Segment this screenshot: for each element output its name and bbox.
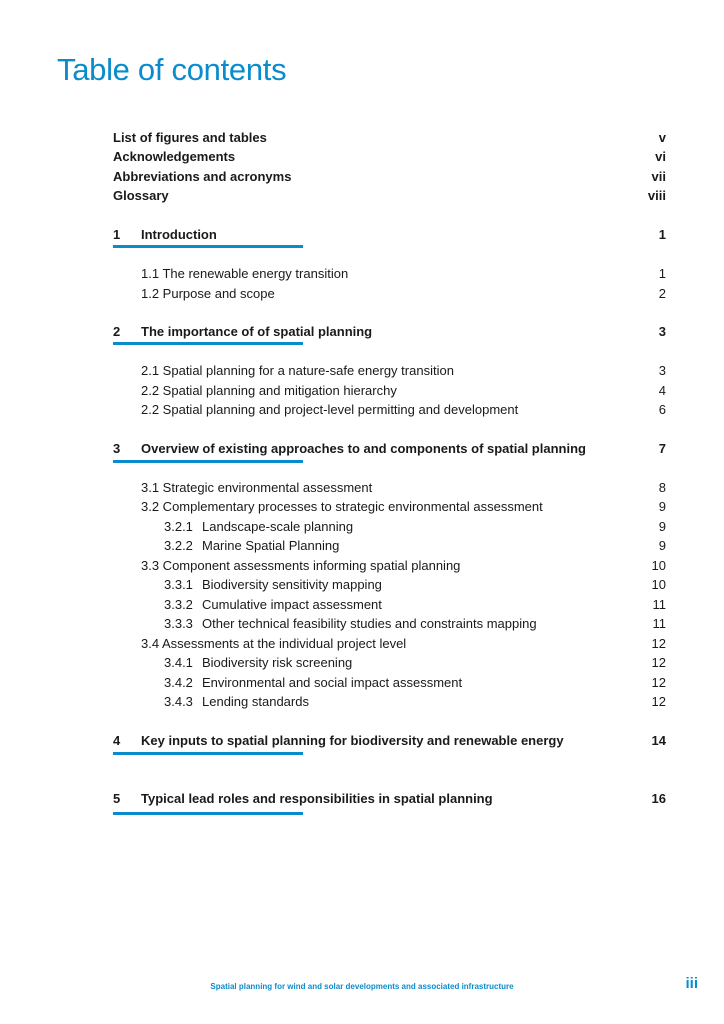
toc-page-number: 14 <box>651 733 666 748</box>
toc-chapter-5[interactable] <box>113 789 666 809</box>
toc-page-number: 9 <box>658 538 666 553</box>
toc-subsection[interactable] <box>164 673 666 693</box>
toc-page-number: vi <box>655 149 666 164</box>
page-title: Table of contents <box>57 52 287 87</box>
chapter-number: 1 <box>113 227 121 242</box>
subsection-title: Biodiversity risk screening <box>202 655 353 670</box>
toc-entry-label: Abbreviations and acronyms <box>113 169 292 184</box>
chapter-underline <box>113 812 303 815</box>
chapter-underline <box>113 245 303 248</box>
toc-page-number: viii <box>647 188 666 203</box>
toc-section[interactable] <box>141 400 666 420</box>
toc-section[interactable] <box>141 381 666 401</box>
toc-section[interactable] <box>141 497 666 517</box>
subsection-title: Landscape-scale planning <box>202 519 354 534</box>
toc-entry-acknowledgements[interactable] <box>113 147 666 167</box>
chapter-title: Introduction <box>141 227 217 242</box>
toc-page-number: 1 <box>658 227 666 242</box>
chapter-underline <box>113 342 303 345</box>
toc-page-number: vii <box>651 169 666 184</box>
running-footer: Spatial planning for wind and solar developments and associated infrastructure <box>210 982 514 991</box>
toc-page-number: 6 <box>658 402 666 417</box>
toc-entry-abbreviations[interactable] <box>113 167 666 187</box>
subsection-number: 3.4.3 <box>164 694 193 709</box>
toc-page-number: 10 <box>651 558 666 573</box>
toc-page-number: 7 <box>658 441 666 456</box>
toc-subsection[interactable] <box>164 517 666 537</box>
toc-section[interactable] <box>141 634 666 654</box>
toc-page-number: 2 <box>658 286 666 301</box>
toc-page-number: 3 <box>658 324 666 339</box>
toc-subsection[interactable] <box>164 595 666 615</box>
section-title: 3.3 Component assessments informing spatial planning <box>141 558 461 573</box>
subsection-number: 3.3.2 <box>164 597 193 612</box>
toc-page-number: 8 <box>658 480 666 495</box>
subsection-title: Lending standards <box>202 694 309 709</box>
section-title: 2.1 Spatial planning for a nature-safe energy transition <box>141 363 454 378</box>
toc-section[interactable] <box>141 264 666 284</box>
toc-page-number: 12 <box>651 675 666 690</box>
chapter-title: Typical lead roles and responsibilities in spatial planning <box>141 791 493 806</box>
chapter-number: 4 <box>113 733 121 748</box>
subsection-number: 3.4.1 <box>164 655 193 670</box>
toc-entry-glossary[interactable] <box>113 186 666 206</box>
toc-page-number: 9 <box>658 519 666 534</box>
toc-page-number: 12 <box>651 636 666 651</box>
subsection-number: 3.2.1 <box>164 519 193 534</box>
toc-chapter-1[interactable] <box>113 225 666 245</box>
subsection-number: 3.4.2 <box>164 675 193 690</box>
chapter-number: 5 <box>113 791 121 806</box>
section-title: 3.2 Complementary processes to strategic environmental assessment <box>141 499 543 514</box>
toc-page-number: 11 <box>652 597 666 612</box>
toc-entry-label: List of figures and tables <box>113 130 267 145</box>
subsection-title: Biodiversity sensitivity mapping <box>202 577 382 592</box>
toc-entry-label: Glossary <box>113 188 169 203</box>
chapter-number: 3 <box>113 441 121 456</box>
toc-section[interactable] <box>141 478 666 498</box>
toc-subsection[interactable] <box>164 614 666 634</box>
section-title: 3.4 Assessments at the individual project level <box>141 636 407 651</box>
toc-page-number: 4 <box>658 383 666 398</box>
section-title: 3.1 Strategic environmental assessment <box>141 480 373 495</box>
toc-page-number: 9 <box>658 499 666 514</box>
toc-page-number: 12 <box>651 655 666 670</box>
subsection-title: Other technical feasibility studies and constraints mapping <box>202 616 537 631</box>
toc-entry-list-of-figures[interactable] <box>113 128 666 148</box>
toc-page-number: 12 <box>651 694 666 709</box>
subsection-number: 3.3.1 <box>164 577 193 592</box>
subsection-number: 3.3.3 <box>164 616 193 631</box>
section-title: 1.1 The renewable energy transition <box>141 266 349 281</box>
page-folio: iii <box>685 975 698 992</box>
toc-chapter-4[interactable] <box>113 731 666 751</box>
toc-page-number: v <box>658 130 666 145</box>
toc-subsection[interactable] <box>164 692 666 712</box>
toc-page-number: 1 <box>658 266 666 281</box>
subsection-title: Marine Spatial Planning <box>202 538 340 553</box>
toc-section[interactable] <box>141 361 666 381</box>
toc-page-number: 11 <box>652 616 666 631</box>
subsection-number: 3.2.2 <box>164 538 193 553</box>
chapter-underline <box>113 752 303 755</box>
toc-page-number: 16 <box>651 791 666 806</box>
chapter-number: 2 <box>113 324 121 339</box>
toc-section[interactable] <box>141 284 666 304</box>
toc-chapter-2[interactable] <box>113 322 666 342</box>
chapter-underline <box>113 460 303 463</box>
subsection-title: Cumulative impact assessment <box>202 597 382 612</box>
chapter-title: Key inputs to spatial planning for biodiversity and renewable energy <box>141 733 564 748</box>
chapter-title: Overview of existing approaches to and components of spatial planning <box>141 441 586 456</box>
toc-page-number: 10 <box>651 577 666 592</box>
toc-chapter-3[interactable] <box>113 439 666 459</box>
section-title: 1.2 Purpose and scope <box>141 286 275 301</box>
toc-section[interactable] <box>141 556 666 576</box>
chapter-title: The importance of of spatial planning <box>141 324 373 339</box>
toc-entry-label: Acknowledgements <box>113 149 236 164</box>
toc-subsection[interactable] <box>164 536 666 556</box>
section-title: 2.2 Spatial planning and project-level permitting and development <box>141 402 519 417</box>
toc-subsection[interactable] <box>164 575 666 595</box>
toc-page-number: 3 <box>658 363 666 378</box>
section-title: 2.2 Spatial planning and mitigation hierarchy <box>141 383 397 398</box>
subsection-title: Environmental and social impact assessment <box>202 675 463 690</box>
toc-subsection[interactable] <box>164 653 666 673</box>
